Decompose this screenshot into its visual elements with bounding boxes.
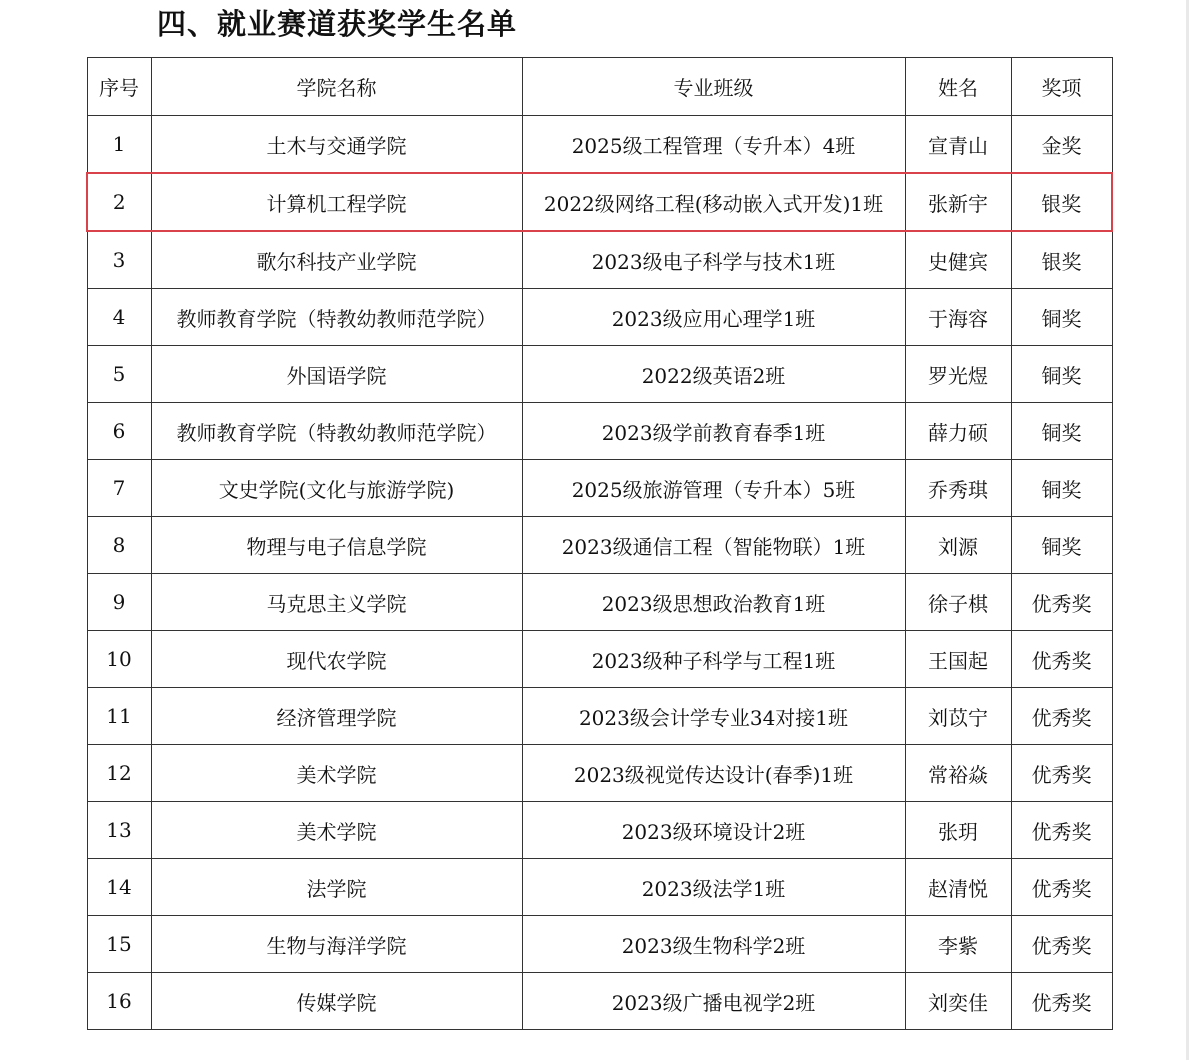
cell-college-name: 文史学院(文化与旅游学院) [151, 460, 522, 517]
table-row [87, 403, 1112, 460]
cell-serial-number: 2 [87, 173, 151, 231]
cell-student-name: 薛力硕 [905, 403, 1011, 460]
cell-major-class: 2025级工程管理（专升本）4班 [522, 116, 905, 174]
cell-serial-number: 16 [87, 973, 151, 1030]
cell-award: 铜奖 [1011, 289, 1112, 346]
table-row [87, 916, 1112, 973]
table-row [87, 688, 1112, 745]
cell-student-name: 张新宇 [905, 173, 1011, 231]
cell-student-name: 宣青山 [905, 116, 1011, 174]
cell-award: 金奖 [1011, 116, 1112, 174]
cell-award: 优秀奖 [1011, 802, 1112, 859]
table-row [87, 745, 1112, 802]
cell-major-class: 2023级生物科学2班 [522, 916, 905, 973]
cell-college-name: 外国语学院 [151, 346, 522, 403]
table-row [87, 289, 1112, 346]
cell-college-name: 计算机工程学院 [151, 173, 522, 231]
cell-college-name: 传媒学院 [151, 973, 522, 1030]
cell-award: 优秀奖 [1011, 859, 1112, 916]
cell-award: 银奖 [1011, 231, 1112, 289]
cell-serial-number: 6 [87, 403, 151, 460]
cell-college-name: 美术学院 [151, 802, 522, 859]
cell-student-name: 乔秀琪 [905, 460, 1011, 517]
cell-college-name: 土木与交通学院 [151, 116, 522, 174]
cell-serial-number: 15 [87, 916, 151, 973]
cell-major-class: 2023级思想政治教育1班 [522, 574, 905, 631]
cell-college-name: 现代农学院 [151, 631, 522, 688]
cell-serial-number: 9 [87, 574, 151, 631]
table-body [87, 116, 1112, 1030]
table-row [87, 631, 1112, 688]
cell-award: 优秀奖 [1011, 745, 1112, 802]
cell-student-name: 赵清悦 [905, 859, 1011, 916]
cell-major-class: 2022级网络工程(移动嵌入式开发)1班 [522, 173, 905, 231]
cell-college-name: 经济管理学院 [151, 688, 522, 745]
cell-student-name: 张玥 [905, 802, 1011, 859]
cell-serial-number: 11 [87, 688, 151, 745]
cell-student-name: 罗光煜 [905, 346, 1011, 403]
table-row [87, 231, 1112, 289]
cell-major-class: 2023级学前教育春季1班 [522, 403, 905, 460]
table-row [87, 173, 1112, 231]
table-row [87, 973, 1112, 1030]
cell-award: 铜奖 [1011, 517, 1112, 574]
cell-award: 优秀奖 [1011, 574, 1112, 631]
cell-serial-number: 13 [87, 802, 151, 859]
cell-major-class: 2023级广播电视学2班 [522, 973, 905, 1030]
cell-student-name: 刘苡宁 [905, 688, 1011, 745]
page-title: 四、就业赛道获奖学生名单 [157, 7, 518, 41]
cell-serial-number: 5 [87, 346, 151, 403]
cell-serial-number: 4 [87, 289, 151, 346]
header-student-name: 姓名 [905, 58, 1011, 116]
cell-student-name: 王国起 [905, 631, 1011, 688]
header-award: 奖项 [1011, 58, 1112, 116]
cell-student-name: 徐子棋 [905, 574, 1011, 631]
cell-major-class: 2023级视觉传达设计(春季)1班 [522, 745, 905, 802]
header-serial-number: 序号 [87, 58, 151, 116]
cell-major-class: 2025级旅游管理（专升本）5班 [522, 460, 905, 517]
cell-award: 铜奖 [1011, 460, 1112, 517]
cell-award: 优秀奖 [1011, 688, 1112, 745]
cell-student-name: 刘源 [905, 517, 1011, 574]
cell-college-name: 生物与海洋学院 [151, 916, 522, 973]
cell-college-name: 物理与电子信息学院 [151, 517, 522, 574]
header-major-class: 专业班级 [522, 58, 905, 116]
cell-award: 优秀奖 [1011, 631, 1112, 688]
cell-major-class: 2023级环境设计2班 [522, 802, 905, 859]
cell-serial-number: 14 [87, 859, 151, 916]
cell-major-class: 2023级法学1班 [522, 859, 905, 916]
cell-college-name: 歌尔科技产业学院 [151, 231, 522, 289]
cell-major-class: 2023级种子科学与工程1班 [522, 631, 905, 688]
table-row [87, 859, 1112, 916]
cell-student-name: 史健宾 [905, 231, 1011, 289]
table-row [87, 574, 1112, 631]
cell-award: 优秀奖 [1011, 973, 1112, 1030]
cell-major-class: 2023级会计学专业34对接1班 [522, 688, 905, 745]
table-row [87, 116, 1112, 174]
cell-serial-number: 1 [87, 116, 151, 174]
cell-award: 优秀奖 [1011, 916, 1112, 973]
table-header-row [87, 58, 1112, 116]
cell-student-name: 于海容 [905, 289, 1011, 346]
cell-major-class: 2023级应用心理学1班 [522, 289, 905, 346]
header-college-name: 学院名称 [151, 58, 522, 116]
cell-college-name: 马克思主义学院 [151, 574, 522, 631]
cell-award: 银奖 [1011, 173, 1112, 231]
cell-student-name: 常裕焱 [905, 745, 1011, 802]
award-winners-table [86, 57, 1113, 1030]
cell-major-class: 2023级通信工程（智能物联）1班 [522, 517, 905, 574]
cell-serial-number: 7 [87, 460, 151, 517]
cell-serial-number: 12 [87, 745, 151, 802]
cell-college-name: 法学院 [151, 859, 522, 916]
cell-award: 铜奖 [1011, 403, 1112, 460]
cell-college-name: 教师教育学院（特教幼教师范学院） [151, 403, 522, 460]
cell-serial-number: 8 [87, 517, 151, 574]
cell-student-name: 刘奕佳 [905, 973, 1011, 1030]
table-row [87, 460, 1112, 517]
cell-award: 铜奖 [1011, 346, 1112, 403]
cell-serial-number: 10 [87, 631, 151, 688]
table-row [87, 517, 1112, 574]
cell-college-name: 美术学院 [151, 745, 522, 802]
cell-student-name: 李紫 [905, 916, 1011, 973]
cell-serial-number: 3 [87, 231, 151, 289]
cell-major-class: 2023级电子科学与技术1班 [522, 231, 905, 289]
table-row [87, 802, 1112, 859]
table-row [87, 346, 1112, 403]
cell-major-class: 2022级英语2班 [522, 346, 905, 403]
cell-college-name: 教师教育学院（特教幼教师范学院） [151, 289, 522, 346]
